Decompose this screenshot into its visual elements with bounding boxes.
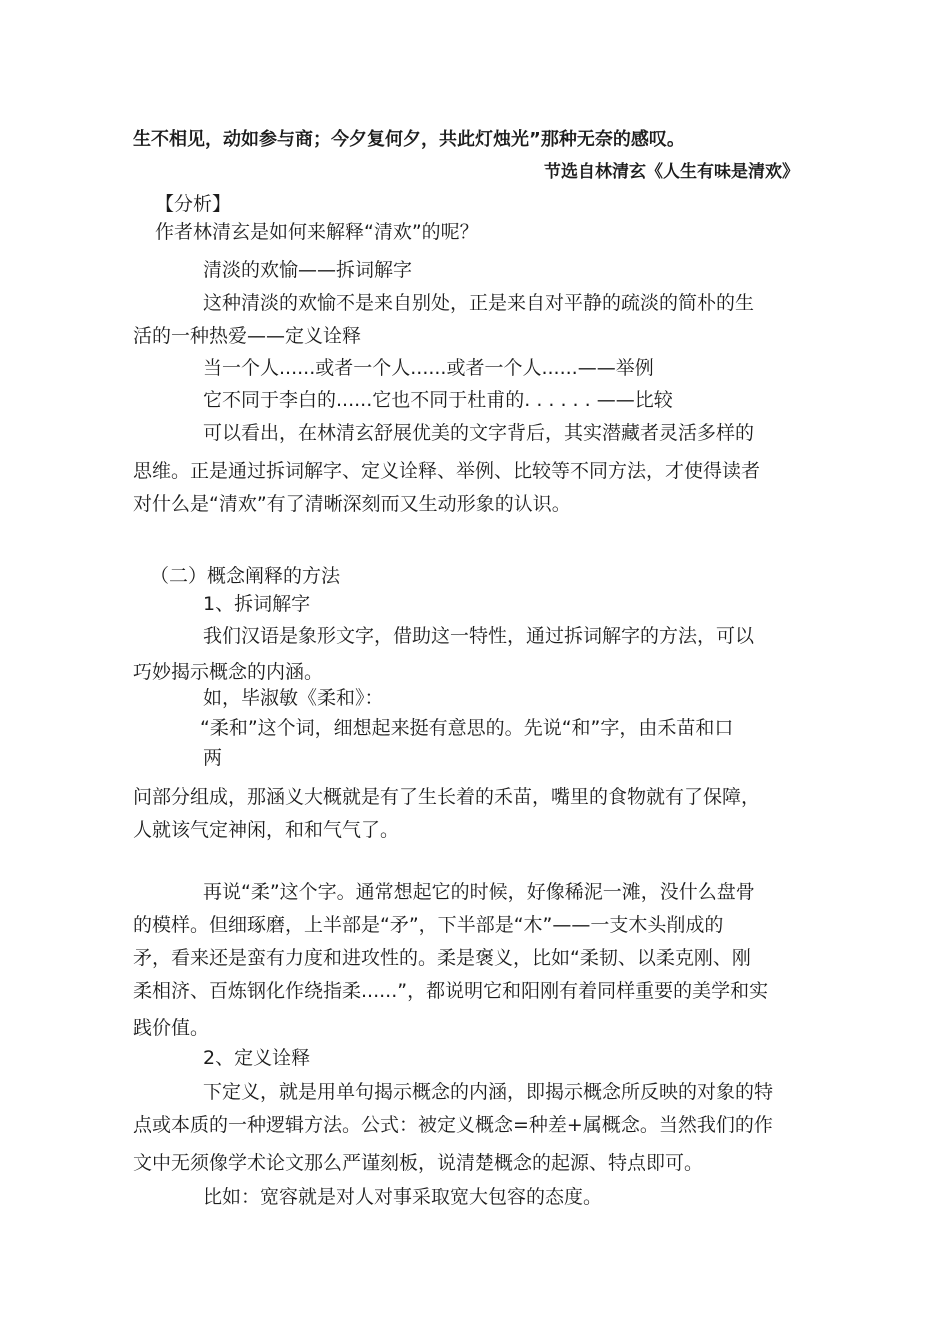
- analysis-item-comparison: 它不同于李白的......它也不同于杜甫的. . . . . . ——比较: [203, 389, 673, 411]
- analysis-summary-line1: 可以看出，在林清玄舒展优美的文字背后，其实潜藏者灵活多样的: [203, 422, 755, 444]
- analysis-item-definition-line1: 这种清淡的欢愉不是来自别处，正是来自对平静的疏淡的简朴的生: [203, 292, 755, 314]
- method1-desc-line2: 巧妙揭示概念的内涵。: [133, 661, 324, 683]
- method2-desc-line2: 点或本质的一种逻辑方法。公式：被定义概念=种差+属概念。当然我们的作: [133, 1114, 773, 1136]
- method1-quote-p1-line3: 问部分组成，那涵义大概就是有了生长着的禾苗，嘴里的食物就有了保障，: [133, 786, 761, 808]
- method1-quote-p2-line4: 柔相济、百炼钢化作绕指柔......”，都说明它和阳刚有着同样重要的美学和实: [133, 980, 769, 1002]
- method1-quote-p1-line4: 人就该气定神闲，和和气气了。: [133, 819, 400, 841]
- method1-quote-p2-line3: 矛，看来还是蛮有力度和进攻性的。柔是褒义，比如“柔韧、以柔克刚、刚: [133, 947, 751, 969]
- method1-quote-p2-line5: 践价值。: [133, 1017, 210, 1039]
- analysis-item-definition-line2: 活的一种热爱——定义诠释: [133, 325, 362, 347]
- method1-quote-p1-line1: “柔和”这个词，细想起来挺有意思的。先说“和”字，由禾苗和口: [200, 717, 734, 739]
- analysis-item-example: 当一个人......或者一个人......或者一个人......——举例: [203, 357, 654, 379]
- method1-quote-p2-line2: 的模样。但细琢磨，上半部是“矛”，下半部是“木”——一支木头削成的: [133, 914, 724, 936]
- source-attribution: 节选自林清玄《人生有味是清欢》: [544, 162, 799, 182]
- method2-desc-line1: 下定义，就是用单句揭示概念的内涵，即揭示概念所反映的对象的特: [203, 1081, 774, 1103]
- analysis-summary-line3: 对什么是“清欢”有了清晰深刻而又生动形象的认识。: [133, 493, 571, 515]
- method2-desc-line3: 文中无须像学术论文那么严谨刻板，说清楚概念的起源、特点即可。: [133, 1152, 704, 1174]
- analysis-heading: 【分析】: [155, 193, 232, 215]
- method1-quote-p1-line2: 两: [203, 747, 223, 769]
- analysis-question: 作者林清玄是如何来解释“清欢”的呢？: [155, 221, 479, 243]
- method2-example: 比如：宽容就是对人对事采取宽大包容的态度。: [203, 1186, 603, 1208]
- method2-title: 2、定义诠释: [203, 1047, 311, 1069]
- section2-heading: （二）概念阐释的方法: [150, 565, 341, 587]
- method1-desc-line1: 我们汉语是象形文字，借助这一特性，通过拆词解字的方法，可以: [203, 625, 755, 647]
- method1-title: 1、拆词解字: [203, 593, 311, 615]
- intro-quote-line: 生不相见，动如参与商；今夕复何夕，共此灯烛光”那种无奈的感叹。: [133, 129, 685, 150]
- analysis-summary-line2: 思维。正是通过拆词解字、定义诠释、举例、比较等不同方法，才使得读者: [133, 460, 761, 482]
- method1-example-intro: 如，毕淑敏《柔和》：: [203, 687, 384, 709]
- method1-quote-p2-line1: 再说“柔”这个字。通常想起它的时候，好像稀泥一滩，没什么盘骨: [203, 881, 755, 903]
- analysis-item-split-words: 清淡的欢愉——拆词解字: [203, 259, 413, 281]
